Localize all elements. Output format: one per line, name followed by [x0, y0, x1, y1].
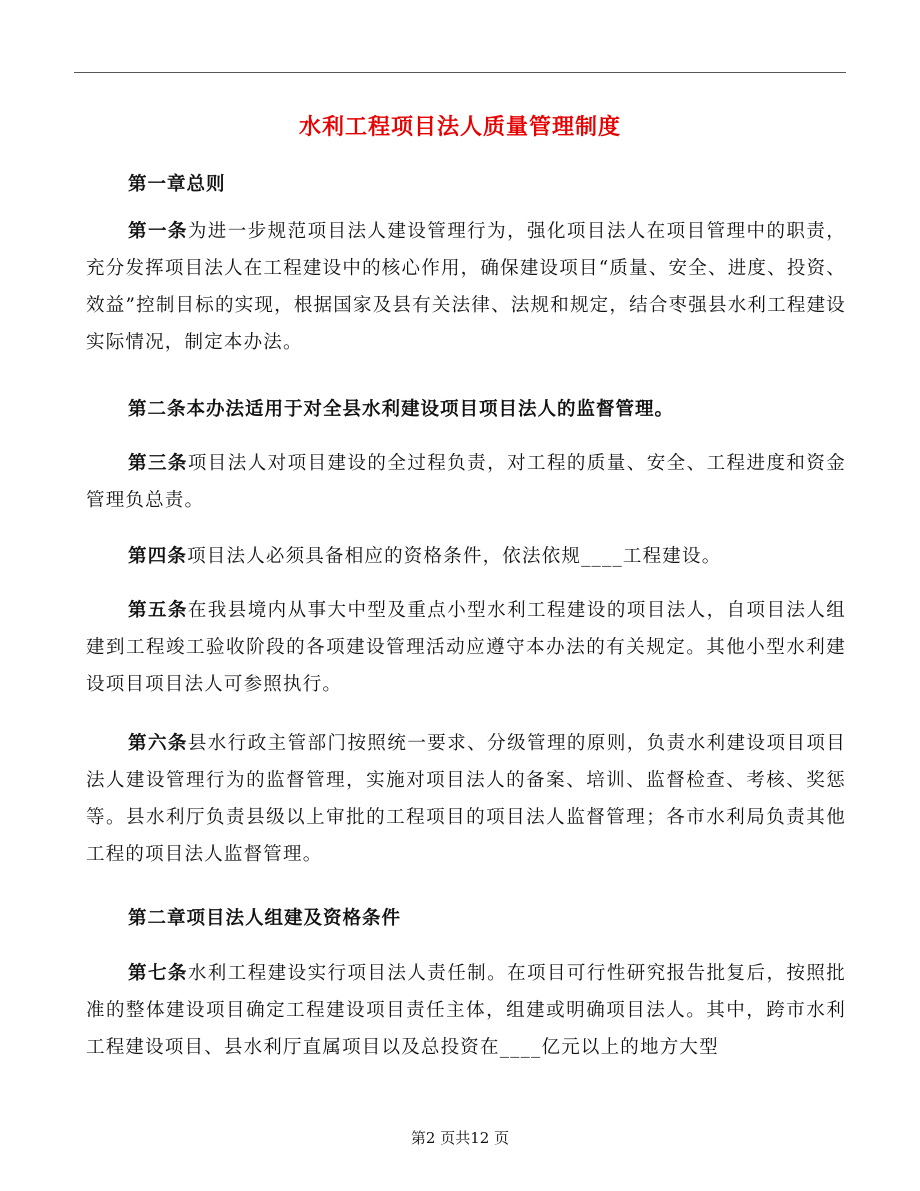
chapter-1-heading: 第一章总则	[128, 174, 226, 195]
article-6-label: 第六条	[128, 733, 188, 754]
article-5-text: 在我县境内从事大中型及重点小型水利工程建设的项目法人，自项目法人组建到工程竣工验收阶段的各项建设管理活动应遵守本办法的有关规定。其他小型水利建设项目项目法人可参照执行。	[86, 600, 846, 695]
article-3-label: 第三条	[128, 453, 188, 474]
header-rule	[74, 72, 846, 73]
article-4-label: 第四条	[128, 546, 188, 567]
article-3	[86, 445, 846, 519]
article-1-label: 第一条	[128, 221, 188, 242]
article-3-text: 项目法人对项目建设的全过程负责，对工程的质量、安全、工程进度和资金管理负总责。	[86, 453, 846, 511]
chapter-2-heading: 第二章项目法人组建及资格条件	[128, 908, 402, 929]
article-4-text: 项目法人必须具备相应的资格条件，依法依规____工程建设。	[187, 546, 722, 567]
article-6-text: 县水行政主管部门按照统一要求、分级管理的原则，负责水利建设项目项目法人建设管理行为的监督管理，实施对项目法人的备案、培训、监督检查、考核、奖惩等。县水利厅负责县级以上审批的工程项目的项目法人监督管理；各市水利局负责其他工程的项目法人监督管理。	[86, 733, 846, 865]
article-5-label: 第五条	[128, 600, 188, 621]
article-7-label: 第七条	[128, 963, 188, 984]
article-4	[86, 538, 846, 575]
article-1	[86, 213, 846, 361]
article-1-text: 为进一步规范项目法人建设管理行为，强化项目法人在项目管理中的职责，充分发挥项目法人在工程建设中的核心作用，确保建设项目“质量、安全、进度、投资、效益”控制目标的实现，根据国家及县有关法律、法规和规定，结合枣强县水利工程建设实际情况，制定本办法。	[86, 221, 846, 353]
article-7	[86, 955, 846, 1066]
article-2: 第二条本办法适用于对全县水利建设项目项目法人的监督管理。	[128, 399, 675, 420]
page-indicator: 第2 页共12 页	[410, 1129, 510, 1147]
article-6	[86, 725, 846, 873]
document-title: 水利工程项目法人质量管理制度	[298, 114, 621, 140]
article-7-text: 水利工程建设实行项目法人责任制。在项目可行性研究报告批复后，按照批准的整体建设项目确定工程建设项目责任主体，组建或明确项目法人。其中，跨市水利工程建设项目、县水利厅直属项目以及总投资在____亿元以上的地方大型	[86, 963, 846, 1058]
article-5	[86, 592, 846, 703]
